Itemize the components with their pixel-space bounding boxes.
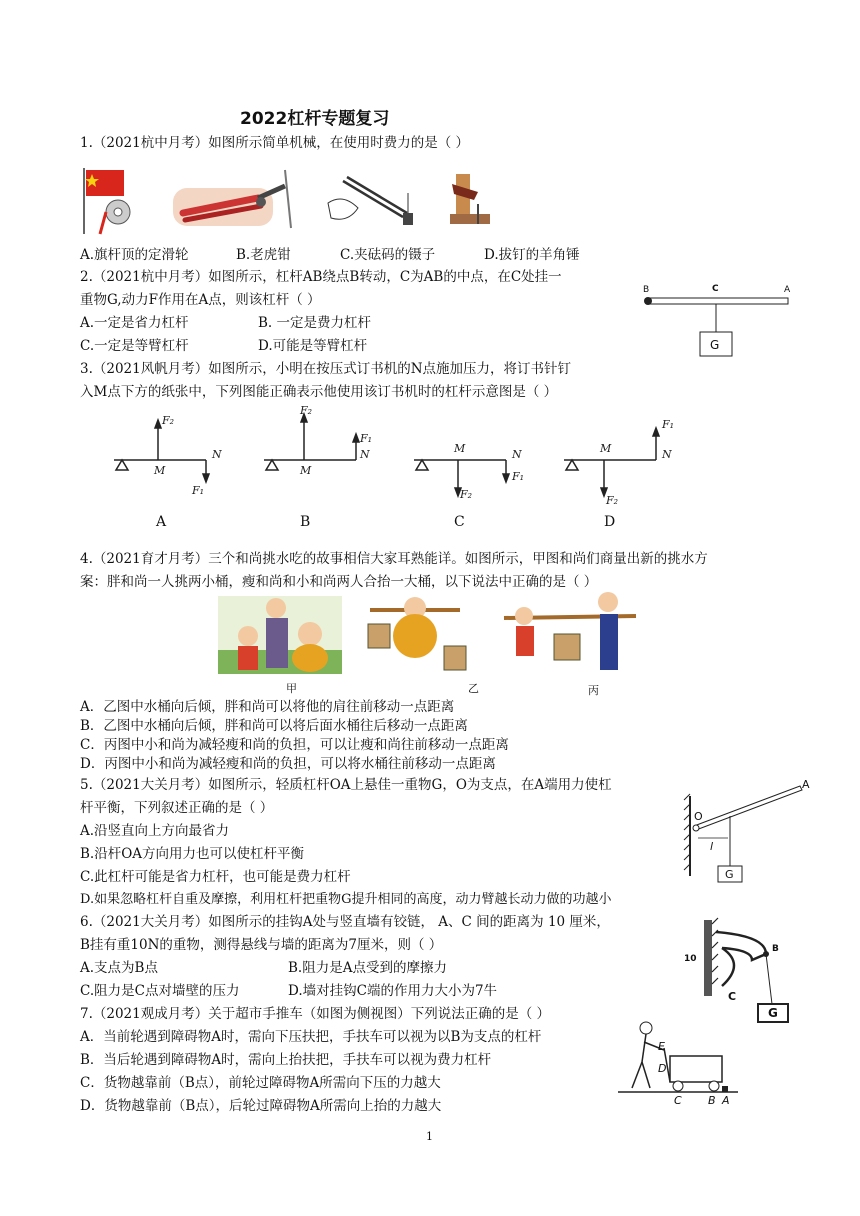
claw-hammer-picture xyxy=(450,174,490,224)
q7-option-d: D．货物越靠前（B点），后轮过障碍物A所需向上抬的力越大 xyxy=(80,1098,442,1114)
q1-option-d: D.拔钉的羊角锤 xyxy=(484,247,580,263)
monks-picture-jia xyxy=(218,596,342,674)
svg-text:N: N xyxy=(512,448,522,461)
q7-label-b: B xyxy=(708,1094,716,1107)
q1-stem: 1.（2021杭中月考）如图所示简单机械，在使用时费力的是（ ） xyxy=(80,135,470,151)
pliers-picture xyxy=(173,170,291,228)
q6-option-d: D.墙对挂钩C端的作用力大小为7牛 xyxy=(288,983,498,999)
flag-pulley-picture xyxy=(84,168,130,234)
q6-hook-figure xyxy=(682,914,792,1026)
q6-label-c: C xyxy=(728,990,737,1003)
svg-text:N: N xyxy=(212,448,222,461)
q1-option-c: C.夹砝码的镊子 xyxy=(340,247,436,263)
monks-picture-yi xyxy=(368,597,466,670)
q2-lever-figure xyxy=(638,284,798,364)
q6-label-g: G xyxy=(768,1006,778,1020)
q2-stem-line2: 重物G,动力F作用在A点，则该杠杆（ ） xyxy=(80,292,321,308)
q7-label-d: D xyxy=(658,1062,667,1075)
q2-option-b: B. 一定是费力杠杆 xyxy=(258,315,372,331)
q7-option-c: C．货物越靠前（B点），前轮过障碍物A所需向下压的力越大 xyxy=(80,1075,441,1091)
q4-caption-jia: 甲 xyxy=(286,682,297,695)
q7-label-a: A xyxy=(722,1094,730,1107)
q7-option-b: B．当后轮遇到障碍物A时，需向上抬扶把，手扶车可以视为费力杠杆 xyxy=(80,1052,492,1068)
q5-option-b: B.沿杆OA方向用力也可以使杠杆平衡 xyxy=(80,846,305,862)
q1-figures xyxy=(78,168,638,238)
q7-cart-figure xyxy=(618,1018,738,1108)
svg-text:F₂: F₂ xyxy=(460,488,473,501)
q7-label-c: C xyxy=(674,1094,682,1107)
svg-text:F₁: F₁ xyxy=(360,432,373,445)
tweezers-picture xyxy=(328,177,413,225)
q3-label-a: A xyxy=(156,514,167,530)
svg-text:N: N xyxy=(662,448,672,461)
svg-text:F₁: F₁ xyxy=(662,418,675,431)
svg-text:F₁: F₁ xyxy=(512,470,525,483)
q4-monk-figures xyxy=(218,590,638,697)
page-number: 1 xyxy=(426,1130,433,1143)
svg-text:N: N xyxy=(360,448,370,461)
q3-label-b: B xyxy=(300,514,311,530)
q5-stem-line2: 杆平衡，下列叙述正确的是（ ） xyxy=(80,800,274,816)
q2-option-d: D.可能是等臂杠杆 xyxy=(258,338,368,354)
q2-label-b: B xyxy=(643,285,650,295)
q4-caption-bing: 丙 xyxy=(588,684,599,697)
q3-lever-diagrams xyxy=(96,402,696,538)
q6-stem-line2: B挂有重10N的重物，测得悬线与墙的距离为7厘米，则（ ） xyxy=(80,937,443,953)
svg-text:F₂: F₂ xyxy=(606,494,619,507)
q5-option-c: C.此杠杆可能是省力杠杆，也可能是费力杠杆 xyxy=(80,869,351,885)
q6-label-b: B xyxy=(772,944,779,954)
q6-option-a: A.支点为B点 xyxy=(80,960,158,976)
q5-label-g: G xyxy=(725,868,734,881)
svg-text:M: M xyxy=(300,464,312,477)
svg-text:M: M xyxy=(154,464,166,477)
q5-label-l: l xyxy=(710,840,714,853)
diagram-d xyxy=(564,428,659,496)
q4-option-d: D．丙图中小和尚为减轻瘦和尚的负担，可以将水桶往前移动一点距离 xyxy=(80,756,496,772)
q5-lever-figure xyxy=(682,776,812,886)
diagram-b xyxy=(264,414,359,470)
q4-stem-line2: 案：胖和尚一人挑两小桶，瘦和尚和小和尚两人合抬一大桶，以下说法中正确的是（ ） xyxy=(80,574,598,590)
q5-label-o: O xyxy=(694,810,703,823)
q4-caption-yi: 乙 xyxy=(468,682,479,695)
q4-option-c: C．丙图中小和尚为减轻瘦和尚的负担，可以让瘦和尚往前移动一点距离 xyxy=(80,737,509,753)
svg-text:M: M xyxy=(454,442,466,455)
q6-stem-line1: 6.（2021大关月考）如图所示的挂钩A处与竖直墙有铰链， A、C 间的距离为 10 厘米， xyxy=(80,914,610,930)
q1-option-a: A.旗杆顶的定滑轮 xyxy=(80,247,189,263)
q2-label-c: C xyxy=(712,284,719,294)
svg-text:F₁: F₁ xyxy=(192,484,205,497)
q4-stem-line1: 4.（2021育才月考）三个和尚挑水吃的故事相信大家耳熟能详。如图所示，甲图和尚们商量出新的挑水方 xyxy=(80,551,708,567)
q4-option-a: A．乙图中水桶向后倾，胖和尚可以将他的肩往前移动一点距离 xyxy=(80,699,455,715)
q7-option-a: A．当前轮遇到障碍物A时，需向下压扶把，手扶车可以视为以B为支点的杠杆 xyxy=(80,1029,542,1045)
q4-option-b: B．乙图中水桶向后倾，胖和尚可以将后面水桶往后移动一点距离 xyxy=(80,718,468,734)
svg-text:F₂: F₂ xyxy=(300,404,313,417)
q1-options xyxy=(80,246,580,264)
monks-picture-bing xyxy=(504,592,636,670)
q7-label-e: E xyxy=(658,1040,665,1053)
q6-option-c: C.阻力是C点对墙壁的压力 xyxy=(80,983,240,999)
q7-stem: 7.（2021观成月考）关于超市手推车（如图为侧视图）下列说法正确的是（ ） xyxy=(80,1006,551,1022)
q3-label-d: D xyxy=(604,514,616,530)
q5-option-a: A.沿竖直向上方向最省力 xyxy=(80,823,230,839)
page-title: 2022杠杆专题复习 xyxy=(240,109,390,129)
q5-stem-line1: 5.（2021大关月考）如图所示，轻质杠杆OA上悬佳一重物G，O为支点，在A端用力使杠 xyxy=(80,777,612,793)
q3-label-c: C xyxy=(454,514,465,530)
q2-option-a: A.一定是省力杠杆 xyxy=(80,315,189,331)
q2-option-c: C.一定是等臂杠杆 xyxy=(80,338,189,354)
q2-label-g: G xyxy=(710,338,720,352)
q5-label-a: A xyxy=(802,778,810,791)
svg-text:F₂: F₂ xyxy=(162,414,175,427)
q1-option-b: B.老虎钳 xyxy=(236,247,291,263)
q2-label-a: A xyxy=(784,285,791,295)
q5-option-d: D.如果忽略杠杆自重及摩擦，利用杠杆把重物G提升相同的高度，动力臂越长动力做的功越小 xyxy=(80,892,612,907)
svg-text:M: M xyxy=(600,442,612,455)
q3-stem-line2: 入M点下方的纸张中，下列图能正确表示他使用该订书机时的杠杆示意图是（ ） xyxy=(80,384,558,400)
q2-stem-line1: 2.（2021杭中月考）如图所示，杠杆AB绕点B转动，C为AB的中点，在C处挂一 xyxy=(80,269,562,285)
q6-label-10: 10 xyxy=(684,954,697,964)
q6-option-b: B.阻力是A点受到的摩擦力 xyxy=(288,960,447,976)
q3-stem-line1: 3.（2021风帆月考）如图所示，小明在按压式订书机的N点施加压力，将订书针钉 xyxy=(80,361,572,377)
